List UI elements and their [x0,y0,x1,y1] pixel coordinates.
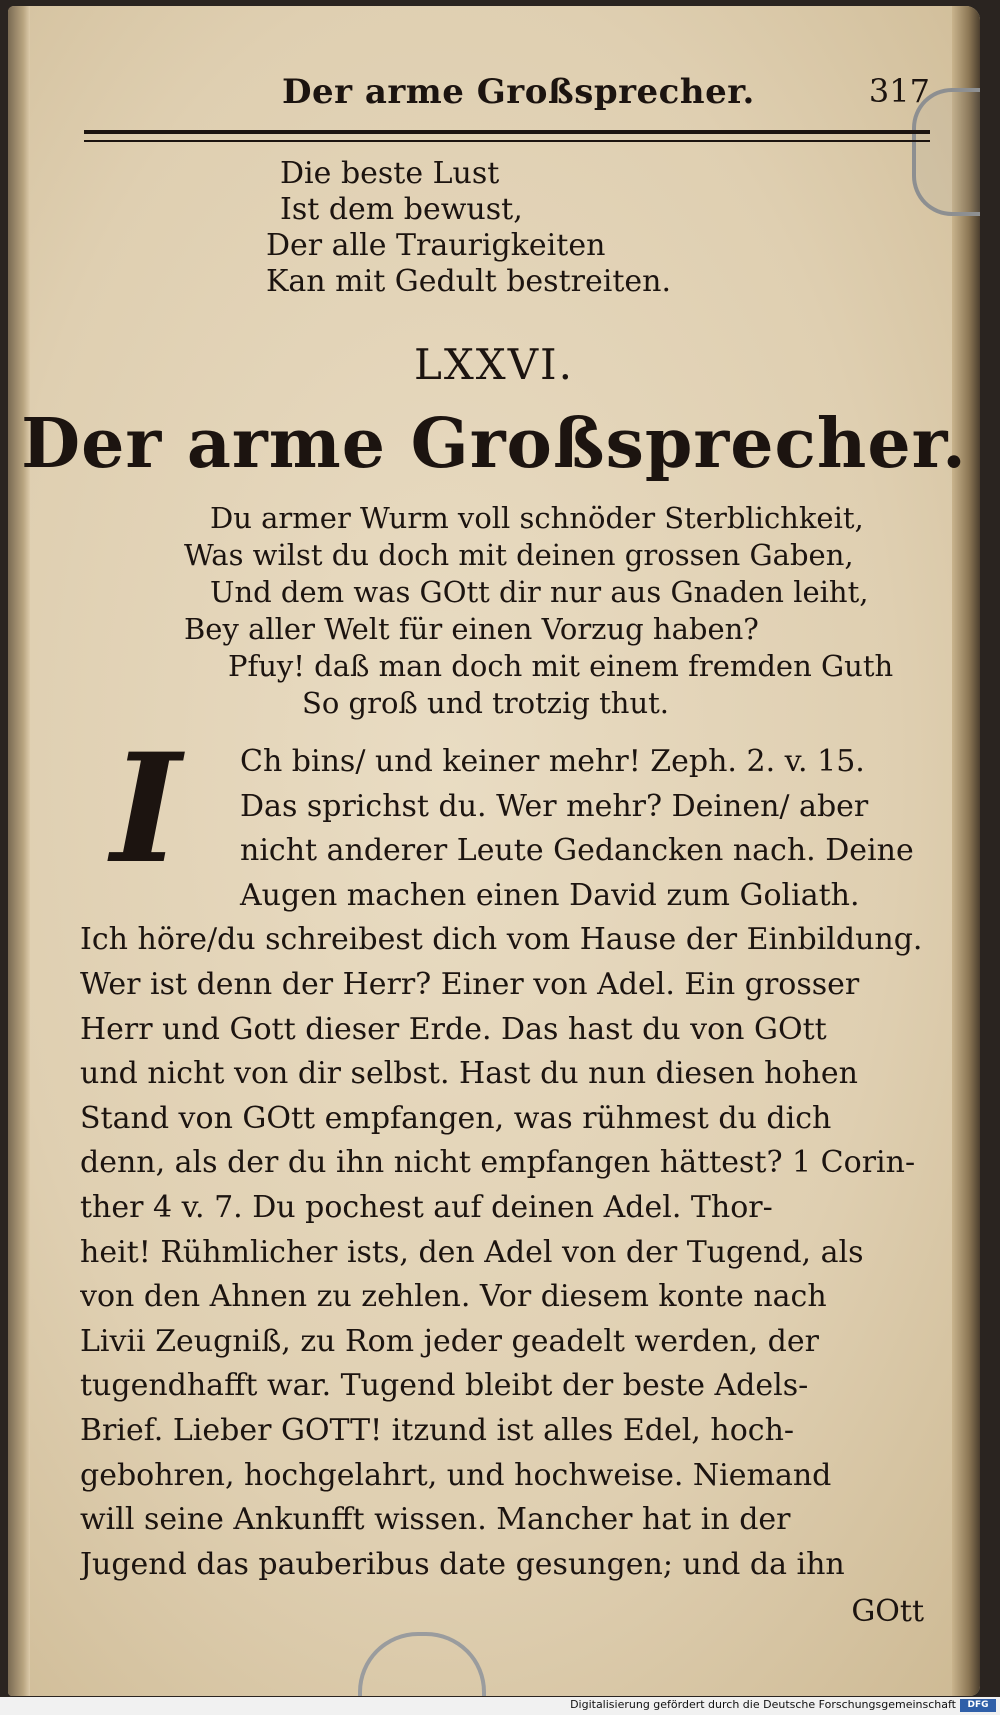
body-line: Livii Zeugniß, zu Rom jeder geadelt werden, der [80,1323,819,1359]
motto-line: So groß und trotzig thut. [302,686,670,720]
body-line: Ch bins/ und keiner mehr! Zeph. 2. v. 15. [240,744,865,779]
page-header [82,72,930,116]
body-line: tugendhafft war. Tugend bleibt der beste Adels- [80,1368,809,1404]
body-line: Wer ist denn der Herr? Einer von Adel. Ein grosser [80,966,860,1002]
verse-line: Der alle Traurigkeiten [266,228,606,263]
header-rule [84,130,930,142]
verse-line: Ist dem bewust, [280,192,523,227]
chapter-title: Der arme Großsprecher. [21,404,967,484]
body-line: von den Ahnen zu zehlen. Vor diesem konte nach [80,1279,827,1315]
body-line: Herr und Gott dieser Erde. Das hast du von GOtt [80,1011,827,1047]
page-edge [952,6,980,1696]
body-line: denn, als der du ihn nicht empfangen hättest? 1 Corin- [80,1145,916,1181]
motto-line: Pfuy! daß man doch mit einem fremden Guth [228,649,894,683]
footer-credit: Digitalisierung gefördert durch die Deutsche Forschungsgemeinschaft [570,1698,956,1711]
verse-line: Kan mit Gedult bestreiten. [266,264,671,299]
body-line: ther 4 v. 7. Du pochest auf deinen Adel. Thor- [80,1189,773,1225]
body-line: Ich höre/du schreibest dich vom Hause der Einbildung. [80,922,923,958]
body-line: Jugend das pauberibus date gesungen; und da ihn [80,1546,845,1582]
body-text [80,740,936,1587]
body-line: heit! Rühmlicher ists, den Adel von der Tugend, als [80,1234,864,1270]
dropcap: I [110,721,182,897]
dfg-logo: DFG [960,1699,996,1712]
motto-verse [184,500,893,722]
verse-top [266,156,671,300]
running-title: Der arme Großsprecher. [282,72,755,112]
body-line: Das sprichst du. Wer mehr? Deinen/ aber [240,788,869,824]
body-line: Augen machen einen David zum Goliath. [240,877,860,913]
motto-line: Und dem was GOtt dir nur aus Gnaden leiht, [210,575,869,609]
clip-ring-bottom [358,1632,486,1696]
footer-bar [0,1697,1000,1715]
motto-line: Du armer Wurm voll schnöder Sterblichkeit, [210,501,864,535]
body-line: Brief. Lieber GOTT! itzund ist alles Edel, hoch- [80,1412,795,1448]
body-line: und nicht von dir selbst. Hast du nun diesen hohen [80,1056,858,1092]
book-page [8,6,980,1696]
body-line: will seine Ankunfft wissen. Mancher hat in der [80,1502,791,1538]
chapter-number: LXXVI. [414,340,574,389]
book-binding [8,6,30,1696]
motto-line: Bey aller Welt für einen Vorzug haben? [184,612,759,646]
verse-line: Die beste Lust [280,156,500,191]
motto-line: Was wilst du doch mit deinen grossen Gaben, [184,538,854,572]
catchword: GOtt [851,1594,924,1629]
body-line: Stand von GOtt empfangen, was rühmest du dich [80,1100,832,1136]
body-line: gebohren, hochgelahrt, und hochweise. Niemand [80,1457,832,1493]
body-line: nicht anderer Leute Gedancken nach. Deine [240,833,914,869]
page-number: 317 [868,72,930,110]
